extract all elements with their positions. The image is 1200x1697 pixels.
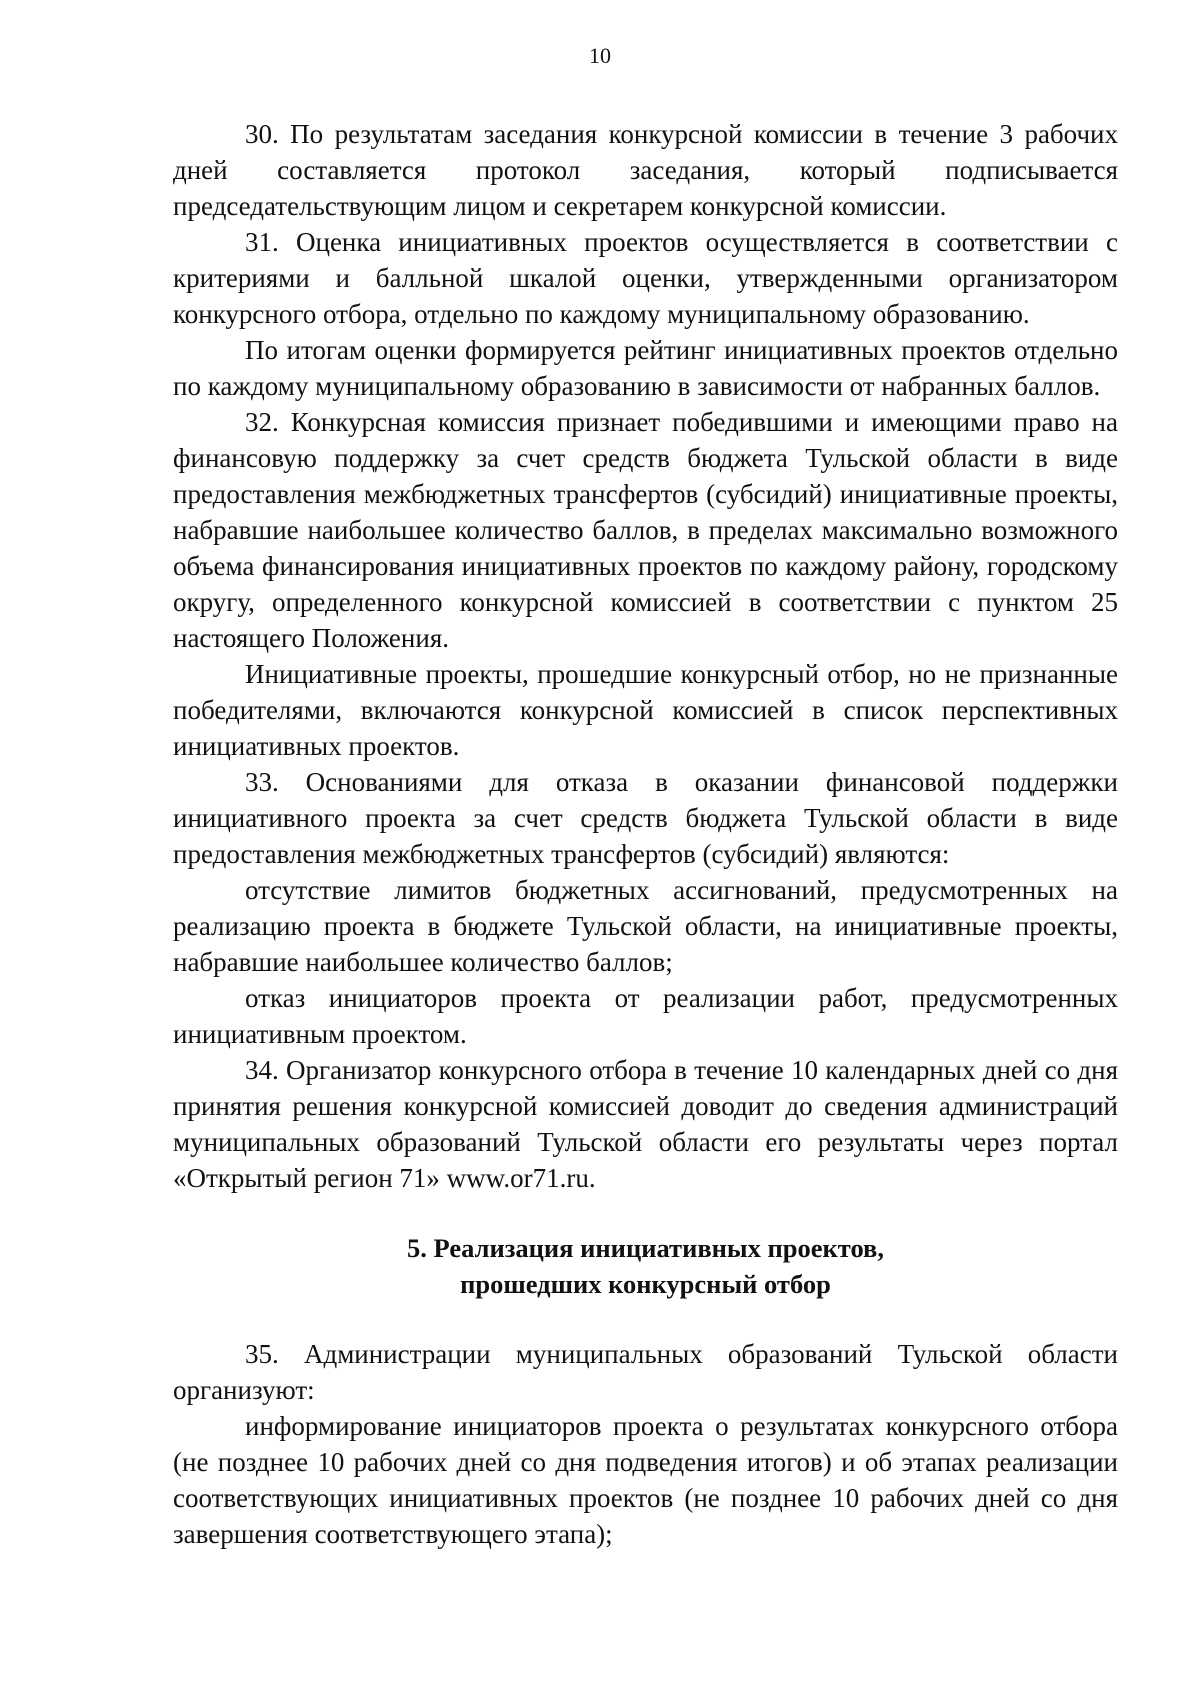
paragraph-32-perspective: Инициативные проекты, прошедшие конкурсный отбор, но не признанные победителями, включаются конкурсной комиссией в список перспективных инициативных проектов. xyxy=(173,659,1118,761)
paragraph-33-item-1: отсутствие лимитов бюджетных ассигнований, предусмотренных на реализацию проекта в бюджете Тульской области, на инициативные проекты, набравшие наибольшее количество баллов; xyxy=(173,875,1118,977)
paragraph-33-item-2: отказ инициаторов проекта от реализации работ, предусмотренных инициативным проектом. xyxy=(173,983,1118,1049)
paragraph-35: 35. Администрации муниципальных образований Тульской области организуют: xyxy=(173,1339,1118,1405)
paragraph-30: 30. По результатам заседания конкурсной комиссии в течение 3 рабочих дней составляется протокол заседания, который подписывается председательствующим лицом и секретарем конкурсной комиссии. xyxy=(173,119,1118,221)
document-body xyxy=(173,116,1118,1552)
section-heading-line-1: 5. Реализация инициативных проектов, xyxy=(407,1233,884,1263)
paragraph-31: 31. Оценка инициативных проектов осуществляется в соответствии с критериями и балльной шкалой оценки, утвержденными организатором конкурсного отбора, отдельно по каждому муниципальному образованию. xyxy=(173,227,1118,329)
paragraph-34: 34. Организатор конкурсного отбора в течение 10 календарных дней со дня принятия решения конкурсной комиссией доводит до сведения администраций муниципальных образований Тульской области его результаты через портал «Открытый регион 71» www.or71.ru. xyxy=(173,1055,1118,1193)
paragraph-35-item-1: информирование инициаторов проекта о результатах конкурсного отбора (не позднее 10 рабочих дней со дня подведения итогов) и об этапах реализации соответствующих инициативных проектов (не позднее 10 рабочих дней со дня завершения соответствующего этапа); xyxy=(173,1411,1118,1549)
section-heading xyxy=(173,1230,1118,1302)
paragraph-31-rating: По итогам оценки формируется рейтинг инициативных проектов отдельно по каждому муниципальному образованию в зависимости от набранных баллов. xyxy=(173,335,1118,401)
page-number: 10 xyxy=(589,43,611,68)
paragraph-33: 33. Основаниями для отказа в оказании финансовой поддержки инициативного проекта за счет средств бюджета Тульской области в виде предоставления межбюджетных трансфертов (субсидий) являются: xyxy=(173,767,1118,869)
section-heading-line-2: прошедших конкурсный отбор xyxy=(460,1269,831,1299)
paragraph-32: 32. Конкурсная комиссия признает победившими и имеющими право на финансовую поддержку за счет средств бюджета Тульской области в виде предоставления межбюджетных трансфертов (субсидий) инициативные проекты, набравшие наибольшее количество баллов, в пределах максимально возможного объема финансирования инициативных проектов по каждому району, городскому округу, определенного конкурсной комиссией в соответствии с пунктом 25 настоящего Положения. xyxy=(173,407,1118,653)
